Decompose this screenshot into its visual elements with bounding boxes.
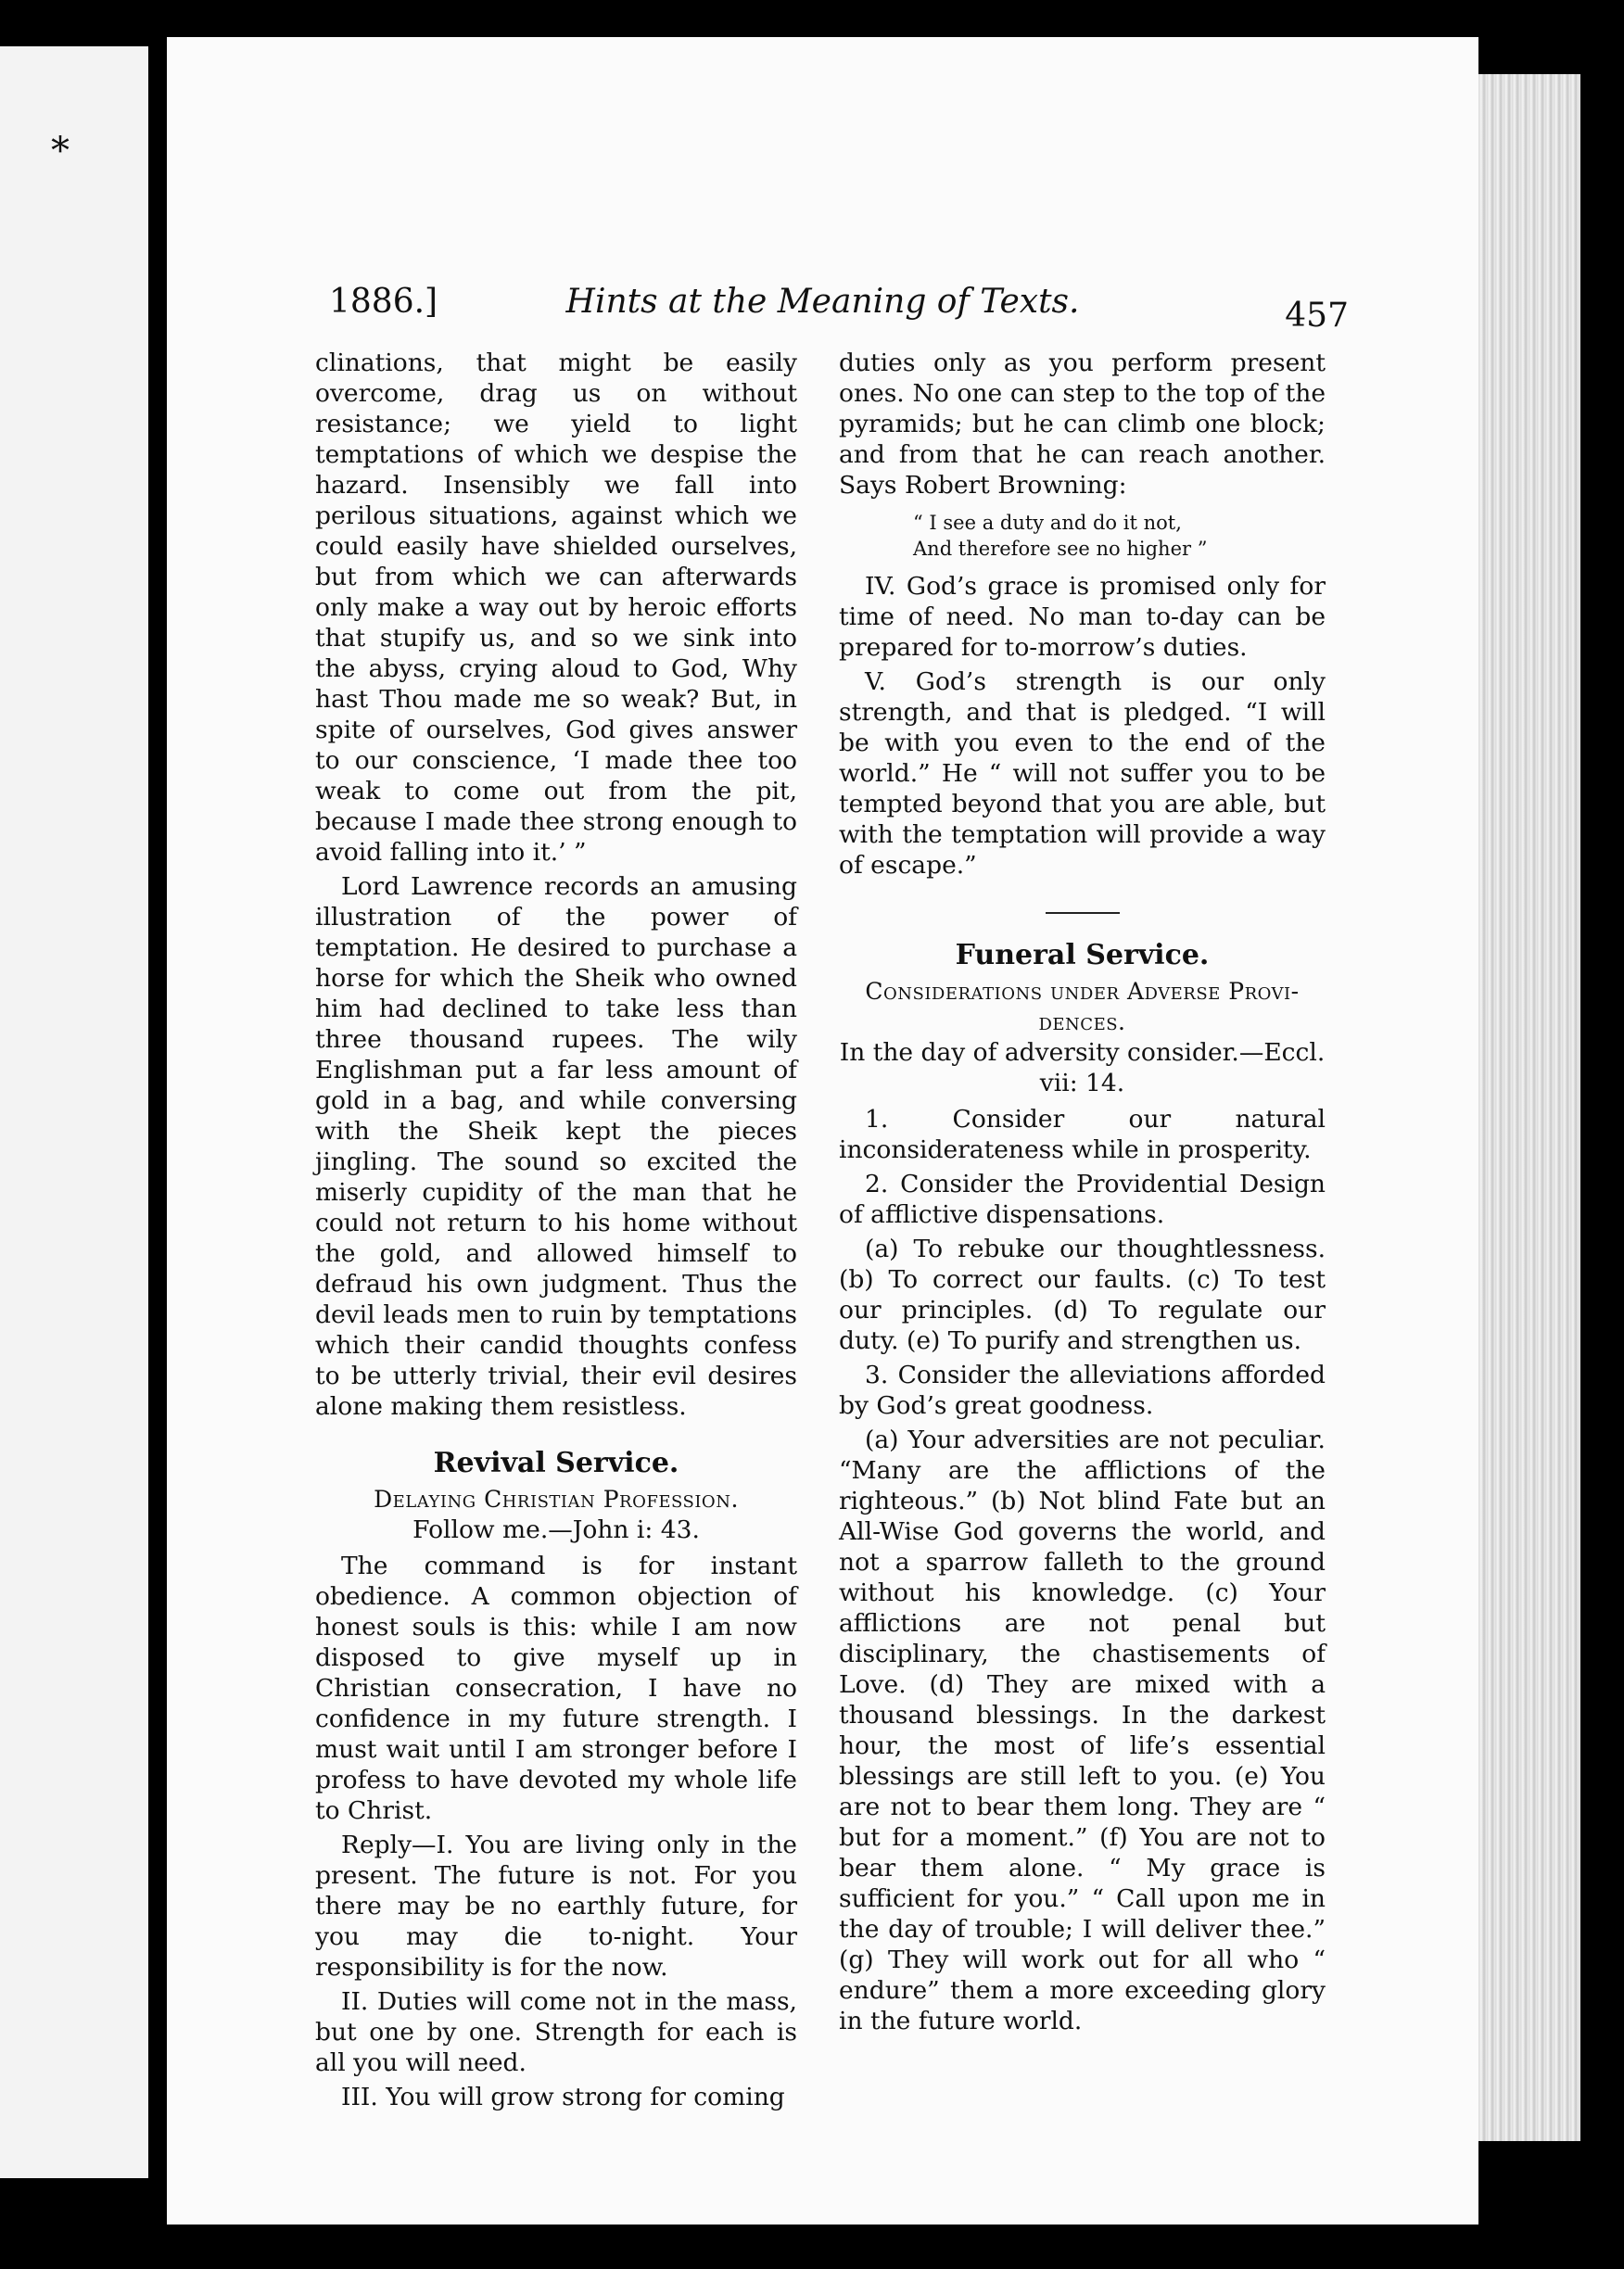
paragraph: V. God’s strength is our only strength, and that is pledged. “I will be with you even to the end of the world.” He “ will not suffer you to be tempted beyond that you are able, but with the temptation will provide a way of escape.” [839, 667, 1326, 880]
paragraph: IV. God’s grace is promised only for time of need. No man to-day can be prepared for to-morrow’s duties. [839, 572, 1326, 662]
book-page [167, 37, 1478, 2225]
running-head-title: Hints at the Meaning of Texts. [565, 283, 1080, 321]
section-heading: Funeral Service. [955, 939, 1210, 971]
section-subheading: Delaying Christian Profession. [374, 1486, 739, 1513]
right-column [839, 348, 1326, 2040]
paragraph: The command is for instant obedience. A common objection of honest souls is this: while I am now disposed to give myself up in Christian consecration, I have no confidence in my future strength. I must wait until I am stronger before I profess to have devoted my whole life to Christ. [315, 1552, 797, 1825]
section-heading: Revival Service. [433, 1447, 679, 1479]
running-head [167, 269, 1478, 334]
quote-line: “ I see a duty and do it not, [913, 512, 1182, 534]
paragraph: 2. Consider the Providential Design of afflictive dispensations. [839, 1170, 1326, 1229]
paragraph: clinations, that might be easily overcome, drag us on without resistance; we yield to light temptations of which we despise the hazard. Insensibly we fall into perilous situations, against which we could easily have shielded ourselves, but from which we can afterwards only make a way out by heroic efforts that stupify us, and so we sink into the abyss, crying aloud to God, Why hast Thou made me so weak? But, in spite of ourselves, God gives answer to our conscience, ‘I made thee too weak to come out from the pit, because I made thee strong enough to avoid falling into it.’ ” [315, 349, 797, 867]
paragraph: duties only as you perform present ones. No one can step to the top of the pyramids; but he can climb one block; and from that he can reach another. Says Robert Browning: [839, 349, 1326, 500]
verse-quote [913, 510, 1326, 562]
asterisk-mark: * [51, 130, 70, 172]
paragraph: (a) Your adversities are not peculiar. “Many are the afflictions of the righteous.” (b) Not blind Fate but an All-Wise God governs the world, and not a sparrow falleth to the ground without his knowledge. (c) Your afflictions are not penal but disciplinary, the chastisements of Love. (d) They are mixed with a thousand blessings. In the darkest hour, the most of life’s essential blessings are still left to you. (e) You are not to bear them long. They are “ but for a moment.” (f) You are not to bear them alone. “ My grace is sufficient for you.” “ Call upon me in the day of trouble; I will deliver thee.” (g) They will work out for all who “ endure” them a more exceeding glory in the future world. [839, 1426, 1326, 2035]
page-stack-edge [1478, 74, 1580, 2141]
paragraph: 1. Consider our natural inconsiderateness while in prosperity. [839, 1105, 1326, 1164]
page-number: 457 [1285, 297, 1349, 335]
paragraph: Reply—I. You are living only in the present. The future is not. For you there may be no earthly future, for you may die to-night. Your responsibility is for the now. [315, 1831, 797, 1982]
quote-line: And therefore see no higher ” [913, 538, 1208, 560]
paragraph: III. You will grow strong for coming [341, 2083, 785, 2111]
section-subheading: Considerations under Adverse Provi- [865, 978, 1300, 1005]
scripture-text: Follow me.—John i: 43. [412, 1515, 700, 1544]
paragraph: II. Duties will come not in the mass, but one by one. Strength for each is all you will need. [315, 1987, 797, 2077]
paragraph: 3. Consider the alleviations afforded by God’s great goodness. [839, 1361, 1326, 1420]
facing-page-edge [0, 46, 148, 2178]
paragraph: Lord Lawrence records an amusing illustration of the power of temptation. He desired to purchase a horse for which the Sheik who owned him had declined to take less than three thousand rupees. The wily Englishman put a far less amount of gold in a bag, and while conversing with the Sheik kept the pieces jingling. The sound so excited the miserly cupidity of the man that he could not return to his home without the gold, and allowed himself to defraud his own judgment. Thus the devil leads men to ruin by temptations which their candid thoughts confess to be utterly trivial, their evil desires alone making them resistless. [315, 872, 797, 1421]
scripture-text: In the day of adversity consider.—Eccl. vii: 14. [839, 1038, 1326, 1097]
section-subheading: dences. [1038, 1008, 1126, 1035]
left-column [315, 348, 797, 2116]
paragraph: (a) To rebuke our thoughtlessness. (b) To correct our faults. (c) To test our principles. (d) To regulate our duty. (e) To purify and strengthen us. [839, 1235, 1326, 1355]
running-head-year: 1886.] [329, 283, 438, 321]
section-divider [1046, 912, 1120, 914]
